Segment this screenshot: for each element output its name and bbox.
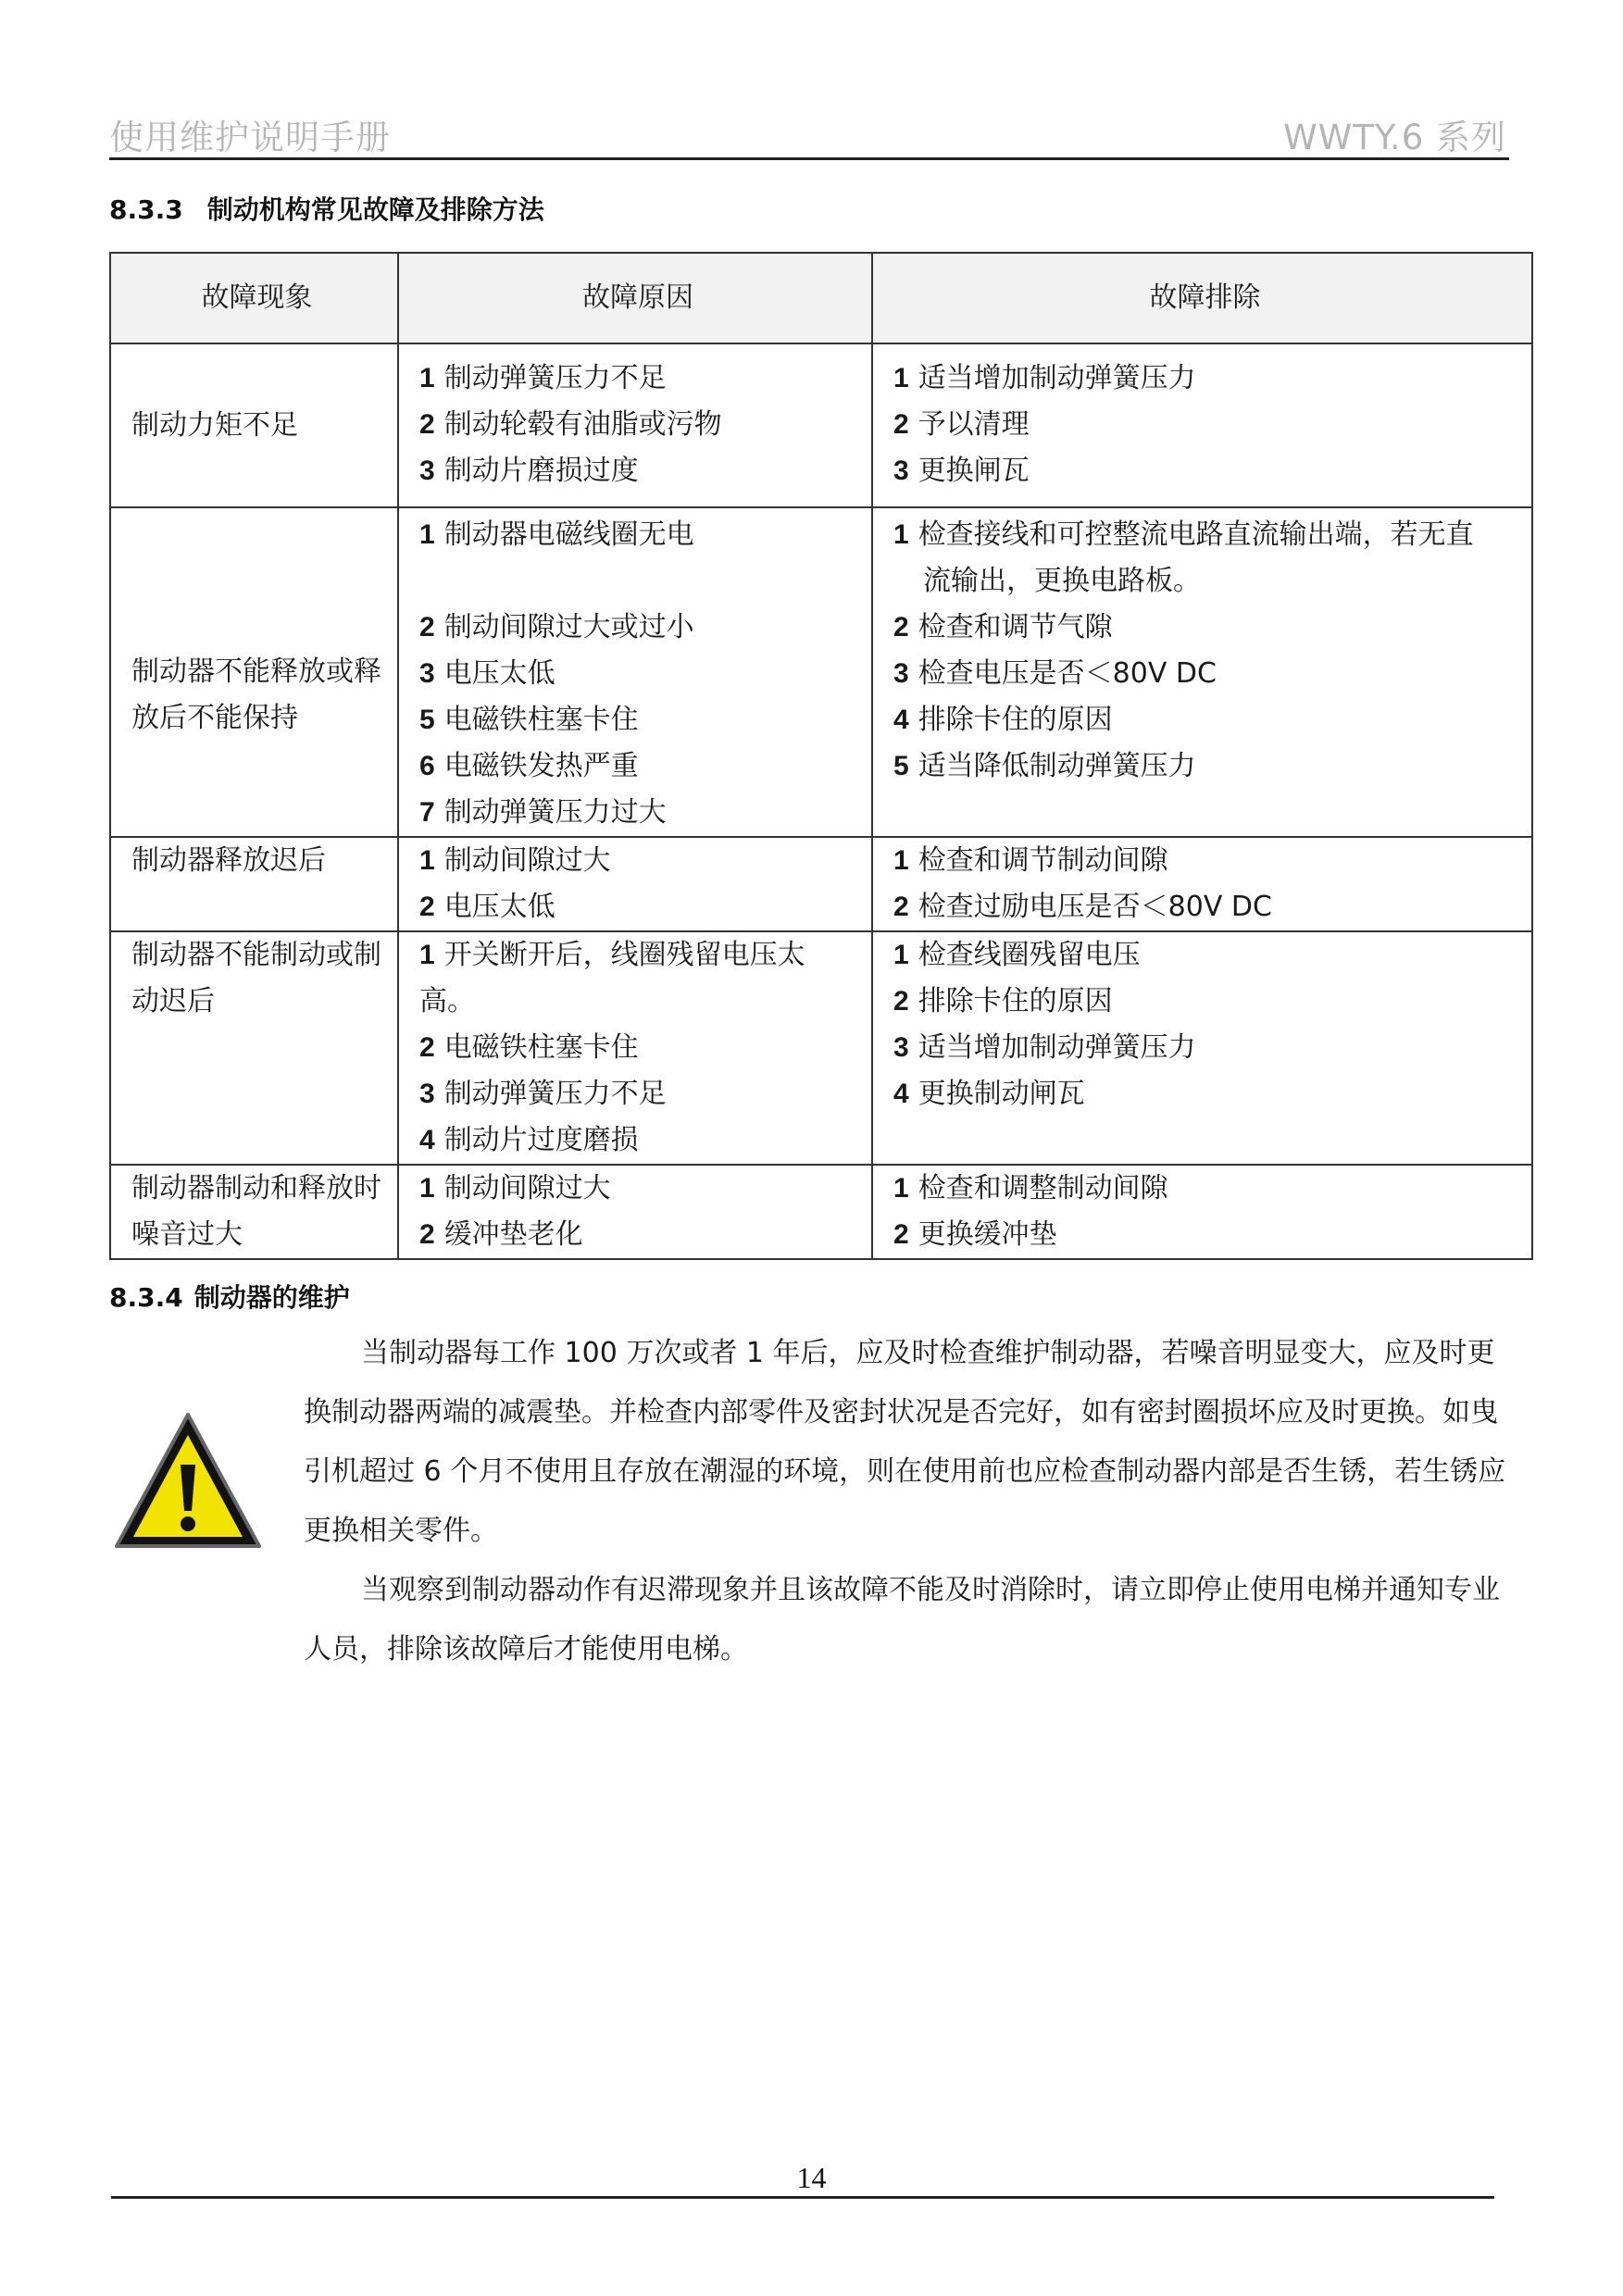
- header-series: WWTY.6 系列: [1283, 118, 1506, 157]
- footer-rule: [111, 2196, 1494, 2199]
- list-item: 1 适当增加制动弹簧压力: [893, 362, 1196, 394]
- list-item: 2 排除卡住的原因: [893, 985, 1113, 1017]
- list-item: 3 更换闸瓦: [893, 455, 1030, 487]
- table-row: [110, 837, 1532, 931]
- list-item: 3 电压太低: [419, 657, 556, 690]
- section-number: 8.3.4: [109, 1282, 183, 1313]
- fix-cell: [872, 507, 1532, 837]
- list-item: 1 检查接线和可控整流电路直流输出端，若无直 流输出，更换电路板。: [893, 518, 1474, 597]
- section-number: 8.3.3: [109, 194, 183, 225]
- header-manual-title: 使用维护说明手册: [109, 118, 391, 157]
- table-row: [110, 931, 1532, 1165]
- fault-table: [109, 252, 1533, 1260]
- fix-cell: [872, 931, 1532, 1165]
- list-item: 2 检查过励电压是否＜80V DC: [893, 891, 1272, 923]
- page-number: 14: [796, 2161, 827, 2194]
- warning-triangle-icon: [109, 1407, 267, 1555]
- list-item: 1 制动弹簧压力不足: [419, 362, 667, 394]
- fix-cell: [872, 837, 1532, 931]
- table-row: [110, 343, 1532, 507]
- section-title: 制动器的维护: [194, 1282, 350, 1313]
- list-item: 2 缓冲垫老化: [419, 1218, 583, 1251]
- list-item: 4 排除卡住的原因: [893, 704, 1113, 736]
- section-heading-834: [109, 1278, 350, 1315]
- col-header-symptom: 故障现象: [110, 253, 398, 343]
- symptom-cell: 制动器不能释放或释放后不能保持: [110, 507, 398, 837]
- list-item: 1 检查和调整制动间隙: [893, 1172, 1168, 1204]
- paragraph: 当观察到制动器动作有迟滞现象并且该故障不能及时消除时，请立即停止使用电梯并通知专业人员，排除该故障后才能使用电梯。: [304, 1574, 1500, 1666]
- list-item: 5 适当降低制动弹簧压力: [893, 750, 1196, 782]
- col-header-cause: 故障原因: [398, 253, 872, 343]
- col-header-fix: 故障排除: [872, 253, 1532, 343]
- table-row: [110, 507, 1532, 837]
- list-item: 1 制动器电磁线圈无电: [419, 518, 694, 551]
- list-item: 3 适当增加制动弹簧压力: [893, 1031, 1196, 1064]
- list-item: 2 制动轮毂有油脂或污物: [419, 408, 722, 441]
- table-header-row: [110, 253, 1532, 343]
- fix-cell: [872, 343, 1532, 507]
- section-heading-833: [109, 190, 544, 227]
- list-item: 1 开关断开后，线圈残留电压太高。: [419, 939, 805, 1017]
- list-item: 2 电磁铁柱塞卡住: [419, 1031, 639, 1064]
- list-item: 2 更换缓冲垫: [893, 1218, 1057, 1251]
- maintenance-text: [304, 1324, 1517, 1679]
- cause-cell: [398, 837, 872, 931]
- symptom-cell: 制动器制动和释放时噪音过大: [110, 1165, 398, 1259]
- cause-cell: [398, 343, 872, 507]
- list-item: 4 更换制动闸瓦: [893, 1078, 1085, 1110]
- table-row: [110, 1165, 1532, 1259]
- list-item: 2 电压太低: [419, 891, 556, 923]
- symptom-cell: 制动力矩不足: [110, 343, 398, 507]
- symptom-cell: 制动器不能制动或制动迟后: [110, 931, 398, 1165]
- paragraph: 当制动器每工作 100 万次或者 1 年后，应及时检查维护制动器，若噪音明显变大，应及时更换制动器两端的减震垫。并检查内部零件及密封状况是否完好，如有密封圈损坏应及时更换。如曳引机超过 6 个月不使用且存放在潮湿的环境，则在使用前也应检查制动器内部是否生锈，若生锈应更换相关零件。: [304, 1337, 1506, 1547]
- list-item: 1 检查和调节制动间隙: [893, 844, 1168, 877]
- list-item: 1 制动间隙过大: [419, 1172, 611, 1204]
- header-rule: [109, 157, 1509, 160]
- section-title: 制动机构常见故障及排除方法: [206, 194, 544, 225]
- symptom-cell: 制动器释放迟后: [110, 837, 398, 931]
- list-item: 5 电磁铁柱塞卡住: [419, 704, 639, 736]
- cause-cell: [398, 1165, 872, 1259]
- cause-cell: [398, 931, 872, 1165]
- list-item: 2 予以清理: [893, 408, 1030, 441]
- cause-cell: [398, 507, 872, 837]
- list-item: 6 电磁铁发热严重: [419, 750, 639, 782]
- list-item: 1 制动间隙过大: [419, 844, 611, 877]
- list-item: 2 制动间隙过大或过小: [419, 611, 694, 643]
- list-item: 2 检查和调节气隙: [893, 611, 1113, 643]
- list-item: 1 检查线圈残留电压: [893, 939, 1141, 971]
- list-item: 3 检查电压是否＜80V DC: [893, 657, 1217, 690]
- list-item: 7 制动弹簧压力过大: [419, 796, 667, 829]
- list-item: 4 制动片过度磨损: [419, 1124, 639, 1156]
- list-item: 3 制动弹簧压力不足: [419, 1078, 667, 1110]
- fix-cell: [872, 1165, 1532, 1259]
- list-item: 3 制动片磨损过度: [419, 455, 639, 487]
